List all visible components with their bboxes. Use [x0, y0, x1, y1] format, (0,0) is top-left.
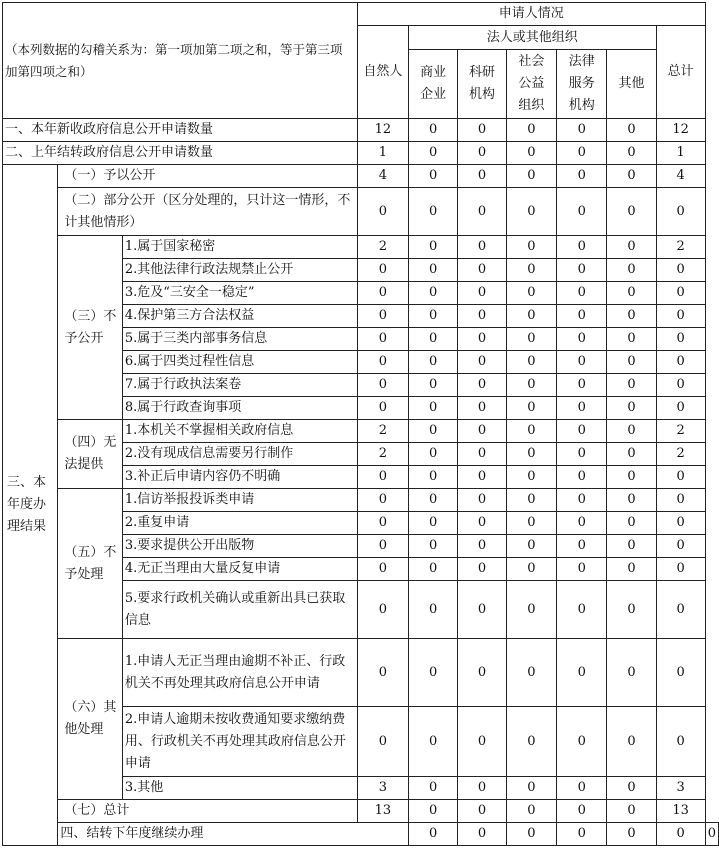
cell-value: 0	[506, 558, 556, 581]
cell-value: 0	[557, 351, 607, 374]
group-3-label: （三）不予公开	[58, 236, 122, 420]
cell-value: 0	[607, 236, 656, 259]
cell-value: 0	[506, 259, 556, 282]
section-3-label: 三、本年度办理结果	[3, 165, 58, 846]
cell-value: 0	[557, 777, 607, 800]
cell-value: 0	[705, 823, 718, 846]
table-row	[3, 188, 719, 236]
cell-value: 0	[357, 397, 408, 420]
cell-value: 0	[458, 466, 506, 489]
cell-value: 0	[458, 639, 506, 707]
cell-value: 0	[458, 558, 506, 581]
cell-value: 0	[506, 351, 556, 374]
cell-value: 0	[408, 512, 457, 535]
cell-value: 0	[557, 397, 607, 420]
table-row	[3, 142, 719, 165]
row-label: （一）予以公开	[58, 165, 357, 188]
cell-value: 0	[506, 707, 556, 777]
cell-value: 0	[656, 707, 705, 777]
cell-value: 0	[357, 639, 408, 707]
group-5-label: （五）不予处理	[58, 489, 122, 639]
row-label: （二）部分公开（区分处理的，只计这一情形，不计其他情形）	[58, 188, 357, 236]
cell-value: 0	[607, 188, 656, 236]
cell-value: 0	[408, 420, 457, 443]
cell-value: 0	[408, 777, 457, 800]
cell-value: 0	[458, 800, 506, 823]
cell-value: 0	[458, 119, 506, 142]
cell-value: 0	[357, 259, 408, 282]
cell-value: 1	[357, 142, 408, 165]
row-label: 3.危及“三安全一稳定”	[122, 282, 357, 305]
cell-value: 0	[506, 305, 556, 328]
cell-value: 0	[607, 328, 656, 351]
cell-value: 2	[357, 420, 408, 443]
cell-value: 0	[656, 489, 705, 512]
cell-value: 0	[458, 489, 506, 512]
cell-value: 0	[357, 305, 408, 328]
col-total: 总计	[656, 26, 705, 119]
cell-value: 4	[357, 165, 408, 188]
row-label: 四、结转下年度继续办理	[58, 823, 409, 846]
cell-value: 0	[506, 443, 556, 466]
cell-value: 0	[557, 259, 607, 282]
cell-value: 0	[408, 535, 457, 558]
cell-value: 0	[408, 707, 457, 777]
col-public-welfare: 社会公益组织	[506, 50, 556, 119]
col-other: 其他	[607, 50, 656, 119]
cell-value: 0	[607, 420, 656, 443]
cell-value: 0	[408, 466, 457, 489]
cell-value: 0	[408, 374, 457, 397]
cell-value: 0	[357, 581, 408, 639]
applicant-status-header: 申请人情况	[357, 3, 705, 26]
row-label: 2.其他法律行政法规禁止公开	[122, 259, 357, 282]
cell-value: 0	[607, 823, 656, 846]
row-label: 一、本年新收政府信息公开申请数量	[3, 119, 358, 142]
cell-value: 0	[357, 466, 408, 489]
cell-value: 0	[506, 119, 556, 142]
cell-value: 2	[357, 443, 408, 466]
cell-value: 0	[408, 142, 457, 165]
row-label: 4.无正当理由大量反复申请	[122, 558, 357, 581]
cell-value: 0	[357, 535, 408, 558]
cell-value: 0	[506, 466, 556, 489]
cell-value: 0	[607, 165, 656, 188]
cell-value: 0	[607, 119, 656, 142]
cell-value: 0	[607, 639, 656, 707]
row-label: 5.要求行政机关确认或重新出具已获取信息	[122, 581, 357, 639]
cell-value: 0	[458, 142, 506, 165]
cell-value: 0	[458, 823, 506, 846]
row-label: 5.属于三类内部事务信息	[122, 328, 357, 351]
cell-value: 0	[458, 512, 506, 535]
row-label: 3.其他	[122, 777, 357, 800]
cell-value: 0	[656, 305, 705, 328]
cell-value: 0	[506, 282, 556, 305]
cell-value: 0	[557, 823, 607, 846]
cell-value: 0	[607, 489, 656, 512]
cell-value: 0	[506, 188, 556, 236]
disclosure-statistics-table	[2, 2, 719, 846]
cell-value: 0	[557, 374, 607, 397]
row-label: 2.重复申请	[122, 512, 357, 535]
cell-value: 0	[557, 282, 607, 305]
cell-value: 0	[506, 823, 556, 846]
row-label: （七）总计	[58, 800, 357, 823]
cell-value: 0	[408, 558, 457, 581]
cell-value: 0	[506, 800, 556, 823]
cell-value: 0	[557, 142, 607, 165]
cell-value: 0	[506, 236, 556, 259]
cell-value: 0	[458, 305, 506, 328]
cell-value: 0	[458, 236, 506, 259]
cell-value: 0	[506, 489, 556, 512]
row-label: 7.属于行政执法案卷	[122, 374, 357, 397]
cell-value: 0	[408, 351, 457, 374]
cell-value: 0	[506, 535, 556, 558]
row-label: 8.属于行政查询事项	[122, 397, 357, 420]
cell-value: 0	[458, 328, 506, 351]
cell-value: 0	[607, 282, 656, 305]
cell-value: 0	[557, 707, 607, 777]
cell-value: 0	[458, 443, 506, 466]
cell-value: 0	[408, 581, 457, 639]
cell-value: 0	[656, 466, 705, 489]
group-6-label: （六）其他处理	[58, 639, 122, 800]
cell-value: 0	[557, 466, 607, 489]
cell-value: 0	[357, 489, 408, 512]
table-row	[3, 639, 719, 707]
col-natural-person: 自然人	[357, 26, 408, 119]
table-row	[3, 236, 719, 259]
cell-value: 0	[607, 512, 656, 535]
col-research: 科研机构	[458, 50, 506, 119]
row-label: 二、上年结转政府信息公开申请数量	[3, 142, 358, 165]
table-row	[3, 800, 719, 823]
cell-value: 3	[656, 777, 705, 800]
cell-value: 0	[506, 639, 556, 707]
row-label: 3.要求提供公开出版物	[122, 535, 357, 558]
cell-value: 0	[458, 707, 506, 777]
cell-value: 0	[506, 374, 556, 397]
cell-value: 0	[357, 351, 408, 374]
cell-value: 0	[506, 512, 556, 535]
cell-value: 0	[408, 443, 457, 466]
cell-value: 0	[506, 142, 556, 165]
cell-value: 12	[357, 119, 408, 142]
cell-value: 0	[506, 397, 556, 420]
legal-persons-header: 法人或其他组织	[408, 26, 656, 50]
cell-value: 0	[357, 282, 408, 305]
cell-value: 0	[408, 305, 457, 328]
col-business: 商业企业	[408, 50, 457, 119]
cell-value: 0	[458, 420, 506, 443]
cell-value: 2	[357, 236, 408, 259]
table-note: （本列数据的勾稽关系为：第一项加第二项之和，等于第三项加第四项之和）	[3, 3, 358, 119]
cell-value: 0	[607, 305, 656, 328]
cell-value: 0	[656, 823, 705, 846]
row-label: 1.申请人无正当理由逾期不补正、行政机关不再处理其政府信息公开申请	[122, 639, 357, 707]
cell-value: 0	[458, 777, 506, 800]
cell-value: 0	[656, 512, 705, 535]
cell-value: 0	[656, 581, 705, 639]
cell-value: 0	[557, 236, 607, 259]
cell-value: 0	[408, 259, 457, 282]
cell-value: 0	[458, 374, 506, 397]
cell-value: 0	[656, 351, 705, 374]
cell-value: 0	[607, 142, 656, 165]
cell-value: 0	[357, 328, 408, 351]
cell-value: 0	[357, 558, 408, 581]
cell-value: 0	[458, 165, 506, 188]
cell-value: 0	[557, 639, 607, 707]
cell-value: 0	[656, 259, 705, 282]
table-row	[3, 119, 719, 142]
cell-value: 0	[458, 282, 506, 305]
cell-value: 0	[408, 489, 457, 512]
cell-value: 0	[557, 800, 607, 823]
cell-value: 0	[506, 777, 556, 800]
cell-value: 0	[506, 328, 556, 351]
cell-value: 0	[458, 351, 506, 374]
cell-value: 0	[408, 165, 457, 188]
cell-value: 0	[656, 558, 705, 581]
cell-value: 0	[557, 119, 607, 142]
cell-value: 0	[458, 535, 506, 558]
cell-value: 0	[656, 397, 705, 420]
cell-value: 0	[557, 305, 607, 328]
row-label: 6.属于四类过程性信息	[122, 351, 357, 374]
cell-value: 0	[557, 420, 607, 443]
cell-value: 0	[357, 512, 408, 535]
cell-value: 2	[656, 236, 705, 259]
cell-value: 0	[557, 535, 607, 558]
cell-value: 12	[656, 119, 705, 142]
row-label: 1.本机关不掌握相关政府信息	[122, 420, 357, 443]
cell-value: 2	[656, 420, 705, 443]
row-label: 4.保护第三方合法权益	[122, 305, 357, 328]
cell-value: 0	[557, 489, 607, 512]
cell-value: 0	[557, 512, 607, 535]
table-row	[3, 165, 719, 188]
cell-value: 0	[607, 581, 656, 639]
cell-value: 0	[656, 374, 705, 397]
cell-value: 0	[506, 420, 556, 443]
cell-value: 0	[607, 535, 656, 558]
cell-value: 0	[357, 188, 408, 236]
cell-value: 0	[458, 188, 506, 236]
cell-value: 2	[656, 443, 705, 466]
cell-value: 0	[607, 466, 656, 489]
row-label: 1.信访举报投诉类申请	[122, 489, 357, 512]
cell-value: 0	[458, 581, 506, 639]
cell-value: 0	[656, 282, 705, 305]
cell-value: 0	[607, 800, 656, 823]
cell-value: 0	[656, 328, 705, 351]
table-row	[3, 489, 719, 512]
cell-value: 0	[408, 236, 457, 259]
cell-value: 0	[408, 119, 457, 142]
cell-value: 0	[557, 443, 607, 466]
row-label: 2.申请人逾期未按收费通知要求缴纳费用、行政机关不再处理其政府信息公开申请	[122, 707, 357, 777]
cell-value: 0	[458, 259, 506, 282]
group-4-label: （四）无法提供	[58, 420, 122, 489]
cell-value: 0	[408, 823, 457, 846]
table-row	[3, 823, 719, 846]
cell-value: 0	[607, 397, 656, 420]
cell-value: 0	[408, 188, 457, 236]
cell-value: 0	[656, 639, 705, 707]
cell-value: 0	[607, 558, 656, 581]
cell-value: 0	[357, 374, 408, 397]
cell-value: 0	[607, 707, 656, 777]
cell-value: 0	[557, 165, 607, 188]
cell-value: 0	[458, 397, 506, 420]
row-label: 1.属于国家秘密	[122, 236, 357, 259]
row-label: 2.没有现成信息需要另行制作	[122, 443, 357, 466]
cell-value: 13	[656, 800, 705, 823]
cell-value: 0	[607, 351, 656, 374]
cell-value: 0	[607, 374, 656, 397]
col-legal-service: 法律服务机构	[557, 50, 607, 119]
cell-value: 0	[506, 165, 556, 188]
cell-value: 0	[408, 397, 457, 420]
cell-value: 0	[607, 777, 656, 800]
cell-value: 0	[408, 328, 457, 351]
cell-value: 0	[408, 282, 457, 305]
cell-value: 0	[357, 707, 408, 777]
cell-value: 0	[607, 259, 656, 282]
row-label: 3.补正后申请内容仍不明确	[122, 466, 357, 489]
table-row	[3, 420, 719, 443]
cell-value: 0	[656, 188, 705, 236]
cell-value: 3	[357, 777, 408, 800]
cell-value: 0	[656, 535, 705, 558]
cell-value: 0	[557, 328, 607, 351]
cell-value: 0	[557, 188, 607, 236]
cell-value: 13	[357, 800, 408, 823]
cell-value: 0	[408, 639, 457, 707]
cell-value: 0	[506, 581, 556, 639]
cell-value: 1	[656, 142, 705, 165]
cell-value: 0	[607, 443, 656, 466]
cell-value: 4	[656, 165, 705, 188]
cell-value: 0	[408, 800, 457, 823]
cell-value: 0	[557, 581, 607, 639]
cell-value: 0	[557, 558, 607, 581]
